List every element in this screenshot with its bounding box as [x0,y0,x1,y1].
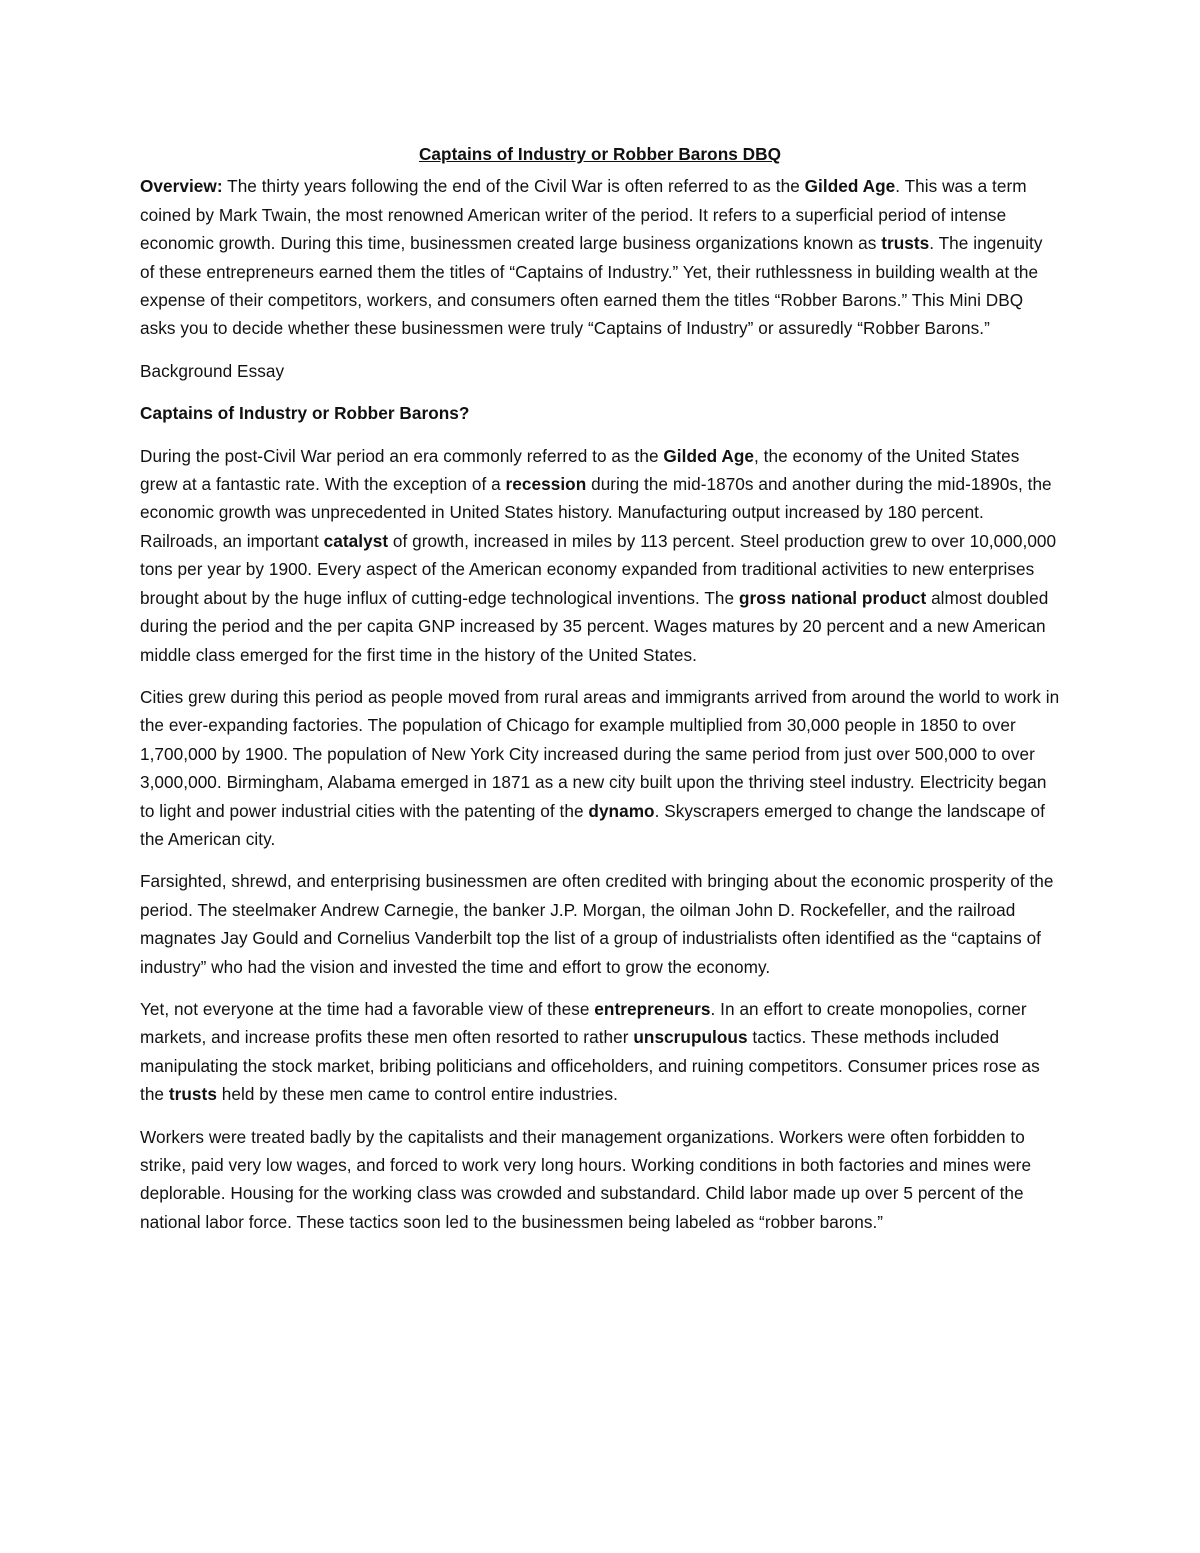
text-run: Yet, not everyone at the time had a favorable view of these [140,998,595,1019]
text-run: of growth, increased in miles by 113 percent. Steel production grew to over 10,000,000 tons per year by 1900. Every aspect of the American economy expanded from traditional activities to new enterprises brought about by the huge influx of cutting-edge technological inventions. The [140,530,1057,608]
overview-text [140,176,1042,338]
essay-paragraph-4 [140,995,1060,1109]
bold-term: Gilded Age [804,176,896,197]
essay-heading: Captains of Industry or Robber Barons? [140,403,470,424]
text-run: , the economy of the United States grew at a fantastic rate. With the exception of a [140,445,1020,495]
text-run: . Skyscrapers emerged to change the landscape of the American city. [140,800,1045,849]
bold-term: gross national product [738,587,927,608]
essay-paragraph-1 [140,442,1060,669]
overview-paragraph [140,172,1060,342]
text-run: . In an effort to create monopolies, corner markets, and increase profits these men often resorted to rather [140,998,1027,1048]
text-run: . This was a term coined by Mark Twain, the most renowned American writer of the period. It refers to a superficial period of intense economic growth. During this time, businessmen created large business organizations known as [140,176,1027,254]
bold-term: unscrupulous [633,1027,748,1048]
bold-term: dynamo [588,800,655,821]
bold-term: Gilded Age [663,445,754,466]
essay-paragraph-3 [140,867,1060,981]
text-run: Farsighted, shrewd, and enterprising businessmen are often credited with bringing about the economic prosperity of the period. The steelmaker Andrew Carnegie, the banker J.P. Morgan, the oilman John D. Rockefeller, and the railroad magnates Jay Gould and Cornelius Vanderbilt top the list of a group of industrialists often identified as the “captains of industry” who had the vision and invested the time and effort to grow the economy. [140,871,1054,977]
bold-term: catalyst [323,530,389,551]
bold-term: entrepreneurs [594,998,711,1019]
text-run: During the post-Civil War period an era commonly referred to as the [140,445,664,466]
overview-label: Overview: [140,176,223,197]
bold-term: trusts [881,233,930,254]
essay-paragraph-2 [140,683,1060,853]
text-run: during the mid-1870s and another during the mid-1890s, the economic growth was unprecedented in United States history. Manufacturing output increased by 180 percent. Railroads, an important [140,474,1052,551]
document-title: Captains of Industry or Robber Barons DBQ [418,144,782,164]
bold-term: trusts [168,1084,217,1105]
text-run: almost doubled during the period and the per capita GNP increased by 35 percent. Wages matures by 20 percent and a new American middle class emerged for the first time in the history of the United States. [140,587,1049,665]
text-run: held by these men came to control entire industries. [216,1084,618,1105]
essay-paragraph-5 [140,1123,1060,1237]
text-run: Cities grew during this period as people moved from rural areas and immigrants arrived from around the world to work in the ever-expanding factories. The population of Chicago for example multiplied from 30,000 people in 1850 to over 1,700,000 by 1900. The population of New York City increased during the same period from just over 500,000 to over 3,000,000. Birmingham, Alabama emerged in 1871 as a new city built upon the thriving steel industry. Electricity began to light and power industrial cities with the patenting of the [140,686,1060,821]
text-run: tactics. These methods included manipulating the stock market, bribing politicians and officeholders, and ruining competitors. Consumer prices rose as the [140,1027,1040,1105]
text-run: . The ingenuity of these entrepreneurs earned them the titles of “Captains of Industry.” Yet, their ruthlessness in building wealth at the expense of their competitors, workers, and consumers often earned them the titles “Robber Barons.” This Mini DBQ asks you to decide whether these businessmen were truly “Captains of Industry” or assuredly “Robber Barons.” [140,233,1043,339]
text-run: The thirty years following the end of the Civil War is often referred to as the [222,176,805,197]
bold-term: recession [505,474,587,495]
text-run: Workers were treated badly by the capitalists and their management organizations. Workers were often forbidden to strike, paid very low wages, and forced to work very long hours. Working conditions in both factories and mines were deplorable. Housing for the working class was crowded and substandard. Child labor made up over 5 percent of the national labor force. These tactics soon led to the businessmen being labeled as “robber barons.” [140,1126,1032,1232]
background-essay-label: Background Essay [140,360,285,381]
document-body [140,140,1060,1250]
